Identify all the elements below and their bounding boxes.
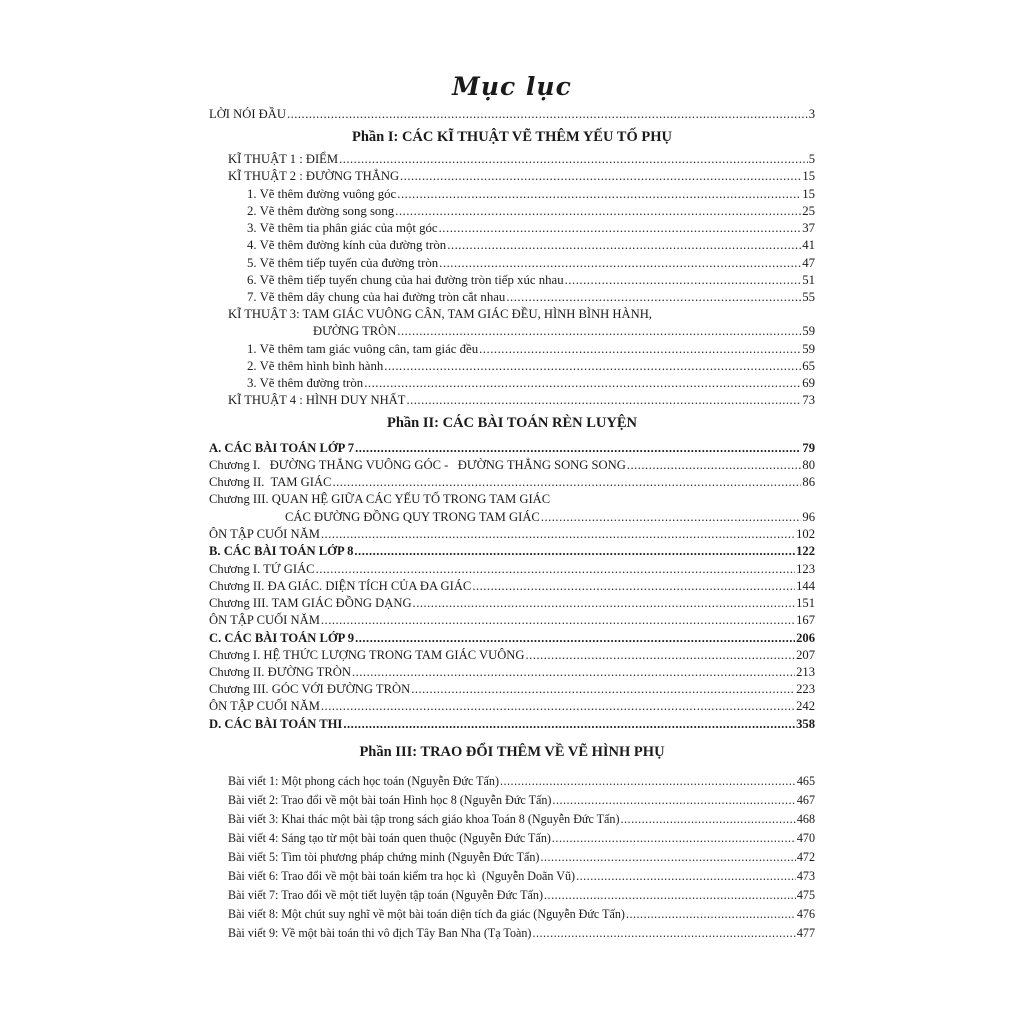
leader-dots: [532, 925, 795, 941]
toc-entry-article-7: [228, 887, 815, 903]
leader-dots: [621, 811, 796, 827]
toc-entry-page: 15: [802, 187, 815, 201]
leader-dots: [332, 474, 801, 490]
toc-entry-label: 5. Vẽ thêm tiếp tuyến của đường tròn: [247, 256, 439, 270]
leader-dots: [479, 341, 801, 357]
toc-entry-k2-1: [247, 186, 815, 202]
toc-entry-g9-ch2: [209, 664, 815, 680]
toc-entry-label: 2. Vẽ thêm hình bình hành: [247, 359, 384, 373]
toc-entry-label: KĨ THUẬT 1 : ĐIỂM: [228, 152, 339, 166]
leader-dots: [500, 773, 796, 789]
leader-dots: [447, 237, 801, 253]
toc-entry-k2-4: [247, 237, 815, 253]
page-title: Mục lục: [452, 72, 572, 101]
toc-entry-label: Bài viết 2: Trao đổi về một bài toán Hình học 8 (Nguyễn Đức Tấn): [228, 793, 552, 807]
toc-entry-page: 59: [802, 324, 815, 338]
toc-entry-grade-8: [209, 543, 815, 559]
toc-entry-page: 73: [802, 393, 815, 407]
toc-entry-k2-2: [247, 203, 815, 219]
toc-entry-label: LỜI NÓI ĐẦU: [209, 107, 286, 121]
toc-entry-label: Bài viết 9: Về một bài toán thi vô địch Tây Ban Nha (Tạ Toàn): [228, 926, 532, 940]
leader-dots: [411, 681, 795, 697]
toc-entry-label: Bài viết 5: Tìm tòi phương pháp chứng minh (Nguyễn Đức Tấn): [228, 850, 540, 864]
toc-entry-g8-ch3: [209, 595, 815, 611]
leader-dots: [406, 392, 801, 408]
toc-entry-label: Chương II. ĐA GIÁC. DIỆN TÍCH CỦA ĐA GIÁC: [209, 579, 472, 593]
toc-entry-page: 79: [802, 441, 815, 455]
toc-entry-g7-ch3: [285, 509, 815, 525]
leader-dots: [352, 664, 795, 680]
toc-entry-page: 468: [796, 812, 815, 826]
leader-dots: [541, 509, 802, 525]
toc-entry-g7-ch1: [209, 457, 815, 473]
leader-dots: [287, 106, 808, 122]
toc-entry-k3-2: [247, 358, 815, 374]
toc-entry-grade-7: [209, 440, 815, 456]
toc-entry-page: 69: [802, 376, 815, 390]
toc-entry-k1: [228, 151, 815, 167]
leader-dots: [552, 792, 795, 808]
toc-entry-intro: [209, 106, 815, 122]
toc-entry-page: 358: [796, 717, 815, 731]
leader-dots: [552, 830, 796, 846]
toc-entry-g9-review: [209, 698, 815, 714]
toc-entry-article-8: [228, 906, 815, 922]
toc-entry-exam-problems: [209, 716, 815, 732]
toc-entry-page: 5: [808, 152, 815, 166]
toc-entry-article-4: [228, 830, 815, 846]
toc-entry-article-2: [228, 792, 815, 808]
leader-dots: [355, 440, 801, 456]
toc-entry-k2-3: [247, 220, 815, 236]
toc-entry-page: 223: [796, 682, 815, 696]
part-1-heading: Phần I: CÁC KĨ THUẬT VẼ THÊM YẾU TỐ PHỤ: [351, 129, 672, 145]
toc-entry-page: 242: [796, 699, 815, 713]
toc-entry-label: Chương II. ĐƯỜNG TRÒN: [209, 665, 351, 679]
toc-entry-page: 47: [802, 256, 815, 270]
toc-entry-label: C. CÁC BÀI TOÁN LỚP 9: [209, 631, 355, 645]
leader-dots: [316, 561, 796, 577]
toc-entry-label: 6. Vẽ thêm tiếp tuyến chung của hai đường tròn tiếp xúc nhau: [247, 273, 564, 287]
toc-entry-label: KĨ THUẬT 4 : HÌNH DUY NHẤT: [228, 393, 406, 407]
toc-entry-grade-9: [209, 630, 815, 646]
toc-entry-g7-ch2: [209, 474, 815, 490]
leader-dots: [540, 849, 795, 865]
toc-entry-k4: [228, 392, 815, 408]
leader-dots: [397, 186, 801, 202]
toc-entry-article-9: [228, 925, 815, 941]
toc-entry-label: ÔN TẬP CUỐI NĂM: [209, 699, 320, 713]
toc-entry-page: 151: [796, 596, 815, 610]
leader-dots: [395, 203, 801, 219]
toc-entry-article-5: [228, 849, 815, 865]
toc-entry-k2-6: [247, 272, 815, 288]
toc-entry-page: 122: [796, 544, 815, 558]
toc-entry-page: 475: [796, 888, 815, 902]
toc-entry-page: 96: [802, 510, 815, 524]
toc-entry-g8-review: [209, 612, 815, 628]
leader-dots: [397, 323, 801, 339]
leader-dots: [355, 630, 795, 646]
toc-entry-k2-7: [247, 289, 815, 305]
toc-entry-g7-review: [209, 526, 815, 542]
toc-entry-page: 207: [796, 648, 815, 662]
toc-entry-page: 213: [796, 665, 815, 679]
part-2-heading: Phần II: CÁC BÀI TOÁN RÈN LUYỆN: [386, 415, 638, 431]
leader-dots: [384, 358, 801, 374]
toc-entry-page: 465: [796, 774, 815, 788]
leader-dots: [626, 906, 796, 922]
leader-dots: [439, 255, 801, 271]
toc-entry-label: ĐƯỜNG TRÒN: [313, 324, 397, 338]
toc-entry-page: 15: [802, 169, 815, 183]
toc-entry-k2-5: [247, 255, 815, 271]
toc-entry-article-1: [228, 773, 815, 789]
toc-entry-label: 3. Vẽ thêm tia phân giác của một góc: [247, 221, 438, 235]
toc-entry-g8-ch2: [209, 578, 815, 594]
toc-entry-page: 477: [796, 926, 815, 940]
toc-entry-page: 86: [802, 475, 815, 489]
toc-entry-label: Bài viết 6: Trao đổi về một bài toán kiểm tra học kì (Nguyễn Doãn Vũ): [228, 869, 576, 883]
toc-entry-k3-line1: KĨ THUẬT 3: TAM GIÁC VUÔNG CÂN, TAM GIÁC ĐỀU, HÌNH BÌNH HÀNH,: [228, 307, 652, 321]
toc-entry-k3-3: [247, 375, 815, 391]
toc-entry-page: 25: [802, 204, 815, 218]
toc-entry-page: 80: [802, 458, 815, 472]
toc-entry-page: 473: [796, 869, 815, 883]
leader-dots: [544, 887, 796, 903]
leader-dots: [472, 578, 795, 594]
toc-entry-label: Chương II. TAM GIÁC: [209, 475, 332, 489]
toc-entry-article-3: [228, 811, 815, 827]
toc-entry-label: Bài viết 3: Khai thác một bài tập trong sách giáo khoa Toán 8 (Nguyễn Đức Tấn): [228, 812, 620, 826]
toc-entry-article-6: [228, 868, 815, 884]
leader-dots: [526, 647, 796, 663]
toc-entry-label: Bài viết 1: Một phong cách học toán (Nguyễn Đức Tấn): [228, 774, 499, 788]
leader-dots: [364, 375, 801, 391]
leader-dots: [354, 543, 795, 559]
toc-entry-k2: [228, 168, 815, 184]
toc-entry-k3: [313, 323, 815, 339]
toc-entry-page: 472: [796, 850, 815, 864]
toc-entry-page: 59: [802, 342, 815, 356]
leader-dots: [565, 272, 802, 288]
toc-entry-label: 2. Vẽ thêm đường song song: [247, 204, 395, 218]
toc-entry-g9-ch1: [209, 647, 815, 663]
toc-entry-label: Chương III. GÓC VỚI ĐƯỜNG TRÒN: [209, 682, 411, 696]
toc-entry-page: 476: [796, 907, 815, 921]
toc-entry-page: 37: [802, 221, 815, 235]
leader-dots: [321, 526, 795, 542]
toc-entry-label: 1. Vẽ thêm đường vuông góc: [247, 187, 397, 201]
toc-entry-label: Chương III. TAM GIÁC ĐỒNG DẠNG: [209, 596, 412, 610]
toc-entry-page: 41: [802, 238, 815, 252]
toc-entry-page: 55: [802, 290, 815, 304]
toc-entry-label: ÔN TẬP CUỐI NĂM: [209, 613, 320, 627]
toc-entry-label: Bài viết 4: Sáng tạo từ một bài toán quen thuộc (Nguyễn Đức Tấn): [228, 831, 551, 845]
leader-dots: [339, 151, 808, 167]
leader-dots: [321, 612, 795, 628]
toc-entry-page: 102: [796, 527, 815, 541]
toc-entry-page: 51: [802, 273, 815, 287]
leader-dots: [413, 595, 796, 611]
leader-dots: [576, 868, 796, 884]
leader-dots: [321, 698, 795, 714]
toc-entry-label: Chương I. ĐƯỜNG THẲNG VUÔNG GÓC - ĐƯỜNG THẲNG SONG SONG: [209, 458, 626, 472]
toc-entry-label: Chương I. HỆ THỨC LƯỢNG TRONG TAM GIÁC VUÔNG: [209, 648, 525, 662]
toc-entry-page: 123: [796, 562, 815, 576]
toc-entry-label: Bài viết 8: Một chút suy nghĩ về một bài toán diện tích đa giác (Nguyễn Đức Tấn): [228, 907, 625, 921]
toc-entry-label: 3. Vẽ thêm đường tròn: [247, 376, 364, 390]
toc-entry-page: 470: [796, 831, 815, 845]
toc-entry-page: 206: [796, 631, 815, 645]
toc-entry-page: 467: [796, 793, 815, 807]
toc-entry-label: B. CÁC BÀI TOÁN LỚP 8: [209, 544, 354, 558]
toc-entry-k3-1: [247, 341, 815, 357]
toc-entry-label: Chương I. TỨ GIÁC: [209, 562, 315, 576]
leader-dots: [343, 716, 795, 732]
toc-entry-label: CÁC ĐƯỜNG ĐỒNG QUY TRONG TAM GIÁC: [285, 510, 540, 524]
leader-dots: [439, 220, 802, 236]
leader-dots: [627, 457, 802, 473]
toc-entry-g9-ch3: [209, 681, 815, 697]
toc-entry-page: 65: [802, 359, 815, 373]
toc-entry-page: 144: [796, 579, 815, 593]
toc-entry-label: D. CÁC BÀI TOÁN THI: [209, 717, 343, 731]
toc-entry-label: KĨ THUẬT 2 : ĐƯỜNG THẲNG: [228, 169, 400, 183]
toc-entry-page: 167: [796, 613, 815, 627]
leader-dots: [506, 289, 801, 305]
toc-entry-label: Bài viết 7: Trao đổi về một tiết luyện tập toán (Nguyễn Đức Tấn): [228, 888, 544, 902]
toc-entry-label: ÔN TẬP CUỐI NĂM: [209, 527, 320, 541]
toc-entry-label: 1. Vẽ thêm tam giác vuông cân, tam giác đều: [247, 342, 479, 356]
toc-entry-label: 7. Vẽ thêm dây chung của hai đường tròn cắt nhau: [247, 290, 506, 304]
toc-entry-label: 4. Vẽ thêm đường kính của đường tròn: [247, 238, 447, 252]
toc-entry-page: 3: [808, 107, 815, 121]
toc-entry-g7-ch3-line1: Chương III. QUAN HỆ GIỮA CÁC YẾU TỐ TRONG TAM GIÁC: [209, 492, 551, 506]
toc-entry-label: A. CÁC BÀI TOÁN LỚP 7: [209, 441, 355, 455]
leader-dots: [400, 168, 801, 184]
toc-entry-g8-ch1: [209, 561, 815, 577]
part-3-heading: Phần III: TRAO ĐỔI THÊM VỀ VẼ HÌNH PHỤ: [359, 744, 665, 760]
